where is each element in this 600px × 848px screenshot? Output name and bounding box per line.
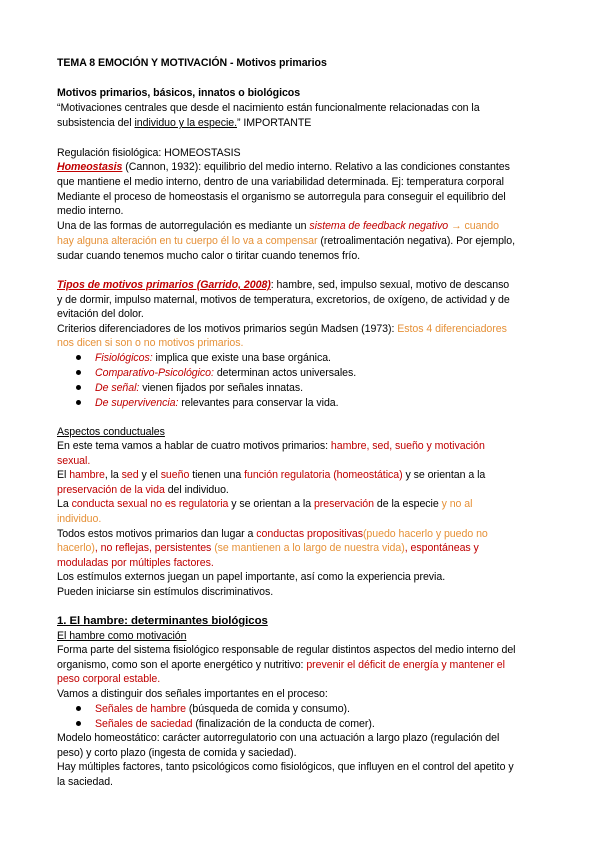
bullet [76, 385, 81, 390]
subheading-hambre-motivacion: El hambre como motivación [57, 630, 187, 642]
paragraph-line: medio interno. [57, 205, 124, 217]
section-heading-motivos-primarios: Motivos primarios, básicos, innatos o biológicos [57, 87, 301, 99]
aspectos-line-4: preservación de la vida del individuo. [57, 484, 229, 496]
bullet [76, 355, 81, 360]
list-item: Señales de saciedad (finalización de la conducta de comer). [95, 718, 375, 730]
tipos-line: Tipos de motivos primarios (Garrido, 2008): hambre, sed, impulso sexual, motivo de descanso [57, 279, 510, 291]
paragraph-line: que mantiene el medio interno, dentro de una variabilidad determinada. Ej: temperatura corporal [57, 176, 504, 188]
aspectos-line-11: Pueden iniciarse sin estímulos discriminativos. [57, 586, 274, 598]
aspectos-line-1: En este tema vamos a hablar de cuatro motivos primarios: hambre, sed, sueño y motivación [57, 440, 485, 452]
section-heading-hambre: 1. El hambre: determinantes biológicos [57, 615, 268, 627]
bullet [76, 706, 81, 711]
aspectos-line-10: Los estímulos externos juegan un papel importante, así como la experiencia previa. [57, 571, 446, 583]
aspectos-line-9: moduladas por múltiples factores. [57, 557, 214, 569]
aspectos-line-8: hacerlo), no reflejas, persistentes (se mantienen a lo largo de nuestra vida), espontáneas y [57, 542, 479, 554]
paragraph-line: Hay múltiples factores, tanto psicológicos como fisiológicos, que influyen en el control del apetito y [57, 761, 514, 773]
list-item: Comparativo-Psicológico: determinan actos universales. [95, 367, 357, 379]
paragraph-line: Vamos a distinguir dos señales importantes en el proceso: [57, 688, 328, 700]
paragraph-line: Forma parte del sistema fisiológico responsable de regular distintos aspectos del medio interno del [57, 644, 516, 656]
hambre-line-2: organismo, como son el aporte energético y nutritivo: prevenir el déficit de energía y mantener el [57, 659, 505, 671]
paragraph-line: evitación del dolor. [57, 308, 144, 320]
paragraph-line: Mediante el proceso de homeostasis el organismo se autorregula para conseguir el equilibrio del [57, 191, 506, 203]
section-heading-aspectos: Aspectos conductuales [57, 426, 165, 438]
paragraph-line: la saciedad. [57, 776, 113, 788]
homeostasis-definition: Homeostasis (Cannon, 1932): equilibrio del medio interno. Relativo a las condiciones constantes [57, 161, 510, 173]
quote-line-1: “Motivaciones centrales que desde el nacimiento están funcionalmente relacionadas con la [57, 102, 480, 114]
feedback-line: Una de las formas de autorregulación es mediante un sistema de feedback negativo → cuando [57, 220, 499, 232]
aspectos-line-7: Todos estos motivos primarios dan lugar a conductas propositivas(puedo hacerlo y puedo no [57, 528, 488, 540]
paragraph-line: peso) y corto plazo (ingesta de comida y saciedad). [57, 747, 297, 759]
aspectos-line-3: El hambre, la sed y el sueño tienen una función regulatoria (homeostática) y se orientan a la [57, 469, 486, 481]
bullet [76, 721, 81, 726]
bullet [76, 400, 81, 405]
madsen-line: Criterios diferenciadores de los motivos primarios según Madsen (1973): Estos 4 diferenciadores [57, 323, 507, 335]
quote-line-2: subsistencia del individuo y la especie.” IMPORTANTE [57, 117, 312, 129]
aspectos-line-6: individuo. [57, 513, 102, 525]
document-title: TEMA 8 EMOCIÓN Y MOTIVACIÓN - Motivos primarios [57, 57, 327, 69]
aspectos-line-5: La conducta sexual no es regulatoria y se orientan a la preservación de la especie y no al [57, 498, 473, 510]
aspectos-line-2: sexual. [57, 455, 91, 467]
regulation-line: Regulación fisiológica: HOMEOSTASIS [57, 147, 241, 159]
list-item: De señal: vienen fijados por señales innatas. [95, 382, 303, 394]
feedback-line-2: hay alguna alteración en tu cuerpo él lo va a compensar (retroalimentación negativa). Por ejemplo, [57, 235, 515, 247]
list-item: De supervivencia: relevantes para conservar la vida. [95, 397, 339, 409]
paragraph-line: Modelo homeostático: carácter autorregulatorio con una actuación a largo plazo (regulación del [57, 732, 500, 744]
bullet [76, 370, 81, 375]
hambre-line-3: peso corporal estable. [57, 673, 161, 685]
madsen-note: nos dicen si son o no motivos primarios. [57, 337, 244, 349]
paragraph-line: sudar cuando tenemos mucho calor o tiritar cuando tenemos frío. [57, 250, 361, 262]
paragraph-line: y de dormir, impulso maternal, motivos de temperatura, excretorios, de oxígeno, de actividad y de [57, 294, 510, 306]
list-item: Fisiológicos: implica que existe una base orgánica. [95, 352, 331, 364]
list-item: Señales de hambre (búsqueda de comida y consumo). [95, 703, 350, 715]
